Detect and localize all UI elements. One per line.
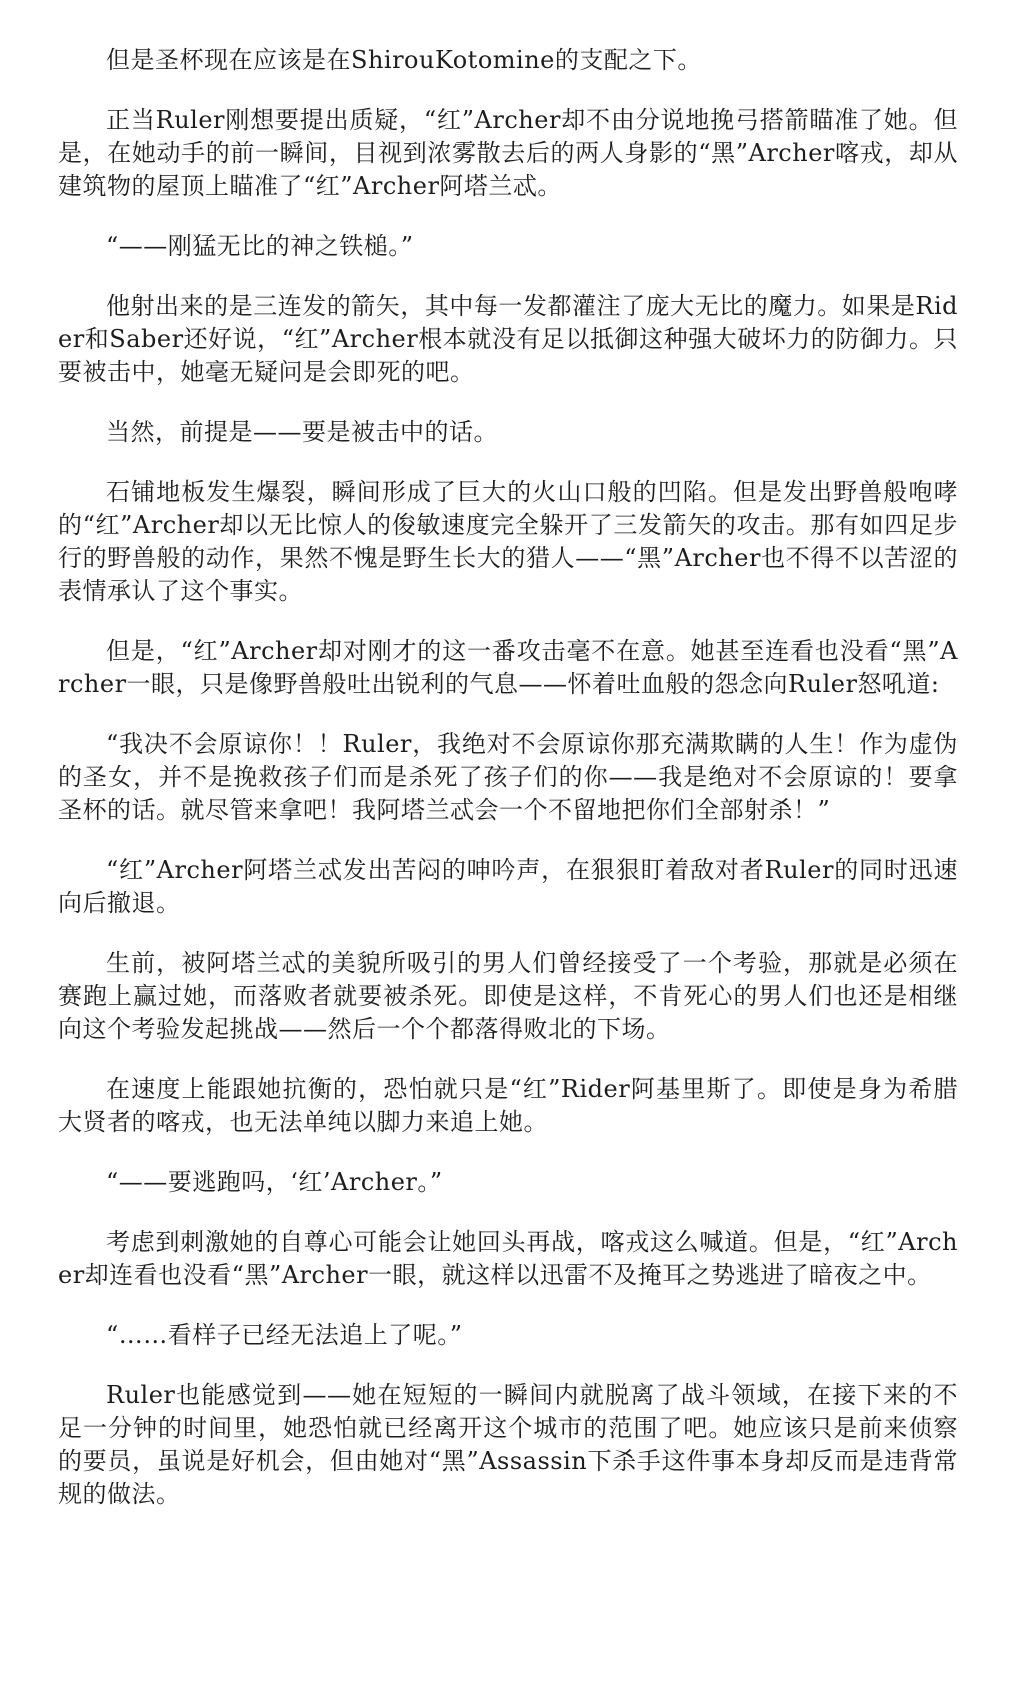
document-page	[58, 44, 958, 1538]
paragraph-15: Ruler也能感觉到——她在短短的一瞬间内就脱离了战斗领域，在接下来的不足一分钟的时间里，她恐怕就已经离开这个城市的范围了吧。她应该只是前来侦察的要员，虽说是好机会，但由她对“黑”Assassin下杀手这件事本身却反而是违背常规的做法。	[58, 1381, 958, 1508]
paragraph-11: 在速度上能跟她抗衡的，恐怕就只是“红”Rider阿基里斯了。即使是身为希腊大贤者的喀戎，也无法单纯以脚力来追上她。	[58, 1075, 958, 1136]
paragraph-8: “我决不会原谅你！！Ruler，我绝对不会原谅你那充满欺瞒的人生！作为虚伪的圣女，并不是挽救孩子们而是杀死了孩子们的你——我是绝对不会原谅的！要拿圣杯的话。就尽管来拿吧！我阿塔兰忒会一个不留地把你们全部射杀！”	[58, 730, 958, 824]
paragraph-12: “——要逃跑吗，‘红’Archer。”	[106, 1168, 443, 1196]
paragraph-1: 但是圣杯现在应该是在ShirouKotomine的支配之下。	[106, 46, 702, 74]
paragraph-4: 他射出来的是三连发的箭矢，其中每一发都灌注了庞大无比的魔力。如果是Rider和Saber还好说，“红”Archer根本就没有足以抵御这种强大破坏力的防御力。只要被击中，她毫无疑问是会即死的吧。	[58, 292, 958, 386]
paragraph-13: 考虑到刺激她的自尊心可能会让她回头再战，喀戎这么喊道。但是，“红”Archer却连看也没看“黑”Archer一眼，就这样以迅雷不及掩耳之势逃进了暗夜之中。	[58, 1228, 958, 1289]
paragraph-5: 当然，前提是——要是被击中的话。	[106, 418, 498, 446]
paragraph-10: 生前，被阿塔兰忒的美貌所吸引的男人们曾经接受了一个考验，那就是必须在赛跑上赢过她，而落败者就要被杀死。即使是这样，不肯死心的男人们也还是相继向这个考验发起挑战——然后一个个都落得败北的下场。	[58, 949, 958, 1043]
paragraph-7: 但是，“红”Archer却对刚才的这一番攻击毫不在意。她甚至连看也没看“黑”Archer一眼，只是像野兽般吐出锐利的气息——怀着吐血般的怨念向Ruler怒吼道:	[58, 637, 958, 698]
paragraph-6: 石铺地板发生爆裂，瞬间形成了巨大的火山口般的凹陷。但是发出野兽般咆哮的“红”Archer却以无比惊人的俊敏速度完全躲开了三发箭矢的攻击。那有如四足步行的野兽般的动作，果然不愧是野生长大的猎人——“黑”Archer也不得不以苦涩的表情承认了这个事实。	[58, 478, 958, 605]
paragraph-3: “——刚猛无比的神之铁槌。”	[106, 232, 414, 260]
paragraph-9: “红”Archer阿塔兰忒发出苦闷的呻吟声，在狠狠盯着敌对者Ruler的同时迅速向后撤退。	[58, 856, 958, 917]
paragraph-2: 正当Ruler刚想要提出质疑，“红”Archer却不由分说地挽弓搭箭瞄准了她。但是，在她动手的前一瞬间，目视到浓雾散去后的两人身影的“黑”Archer喀戎，却从建筑物的屋顶上瞄准了“红”Archer阿塔兰忒。	[58, 106, 958, 200]
paragraph-14: “……看样子已经无法追上了呢。”	[106, 1321, 463, 1349]
